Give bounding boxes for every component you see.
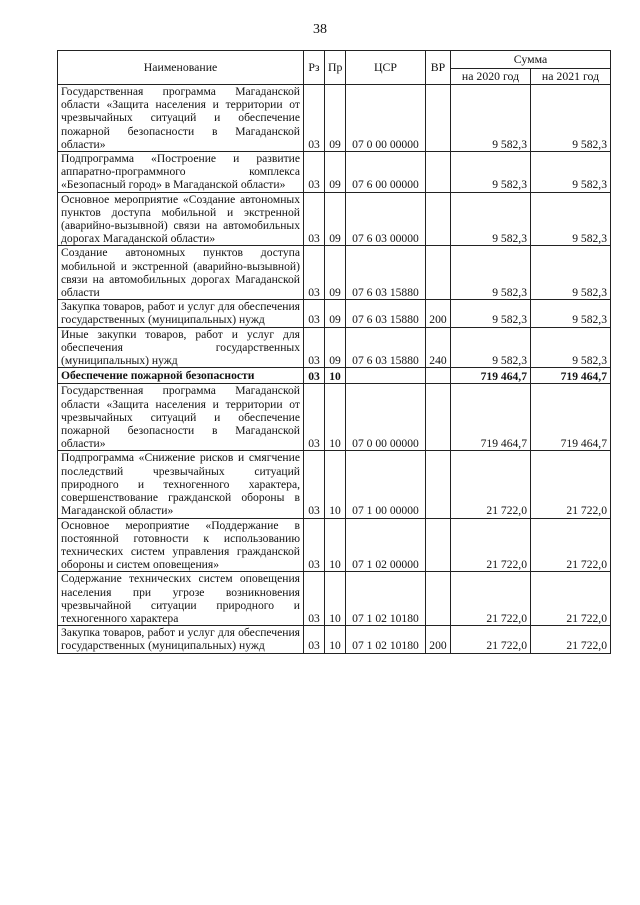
row-csr: 07 0 00 00000 [346,85,426,152]
row-pr: 10 [325,384,346,451]
row-vr [426,384,451,451]
row-sum-2020: 9 582,3 [451,327,531,368]
row-vr [426,85,451,152]
table-row [58,152,611,193]
row-name: Подпрограмма «Построение и развитие аппаратно-программного комплекса «Безопасный город» в Магаданской области» [58,152,304,193]
row-sum-2020: 9 582,3 [451,246,531,300]
row-vr [426,518,451,572]
page-number: 38 [313,22,327,37]
row-csr: 07 6 00 00000 [346,152,426,193]
row-sum-2020: 9 582,3 [451,152,531,193]
table-row [58,368,611,384]
row-rz: 03 [304,626,325,653]
row-name: Иные закупки товаров, работ и услуг для обеспечения государственных (муниципальных) нужд [58,327,304,368]
row-csr: 07 6 03 00000 [346,192,426,246]
row-vr: 200 [426,300,451,327]
row-name: Основное мероприятие «Создание автономных пунктов доступа мобильной и экстренной (аварийно-вызывной) связи на автомобильных дорогах Магаданской области» [58,192,304,246]
header-sum: Сумма [451,51,611,69]
row-name: Государственная программа Магаданской области «Защита населения и территории от чрезвычайных ситуаций и обеспечение пожарной безопасности в Магаданской области» [58,85,304,152]
row-vr [426,192,451,246]
row-name: Основное мероприятие «Поддержание в постоянной готовности к использованию технических систем управления гражданской обороны и систем оповещения» [58,518,304,572]
table-row [58,626,611,653]
row-name: Обеспечение пожарной безопасности [58,368,304,384]
row-pr: 10 [325,626,346,653]
row-sum-2021: 9 582,3 [531,152,611,193]
row-rz: 03 [304,518,325,572]
row-sum-2021: 9 582,3 [531,85,611,152]
table-row [58,300,611,327]
table-row [58,384,611,451]
row-csr: 07 6 03 15880 [346,327,426,368]
row-name: Государственная программа Магаданской области «Защита населения и территории от чрезвычайных ситуаций и обеспечение пожарной безопасности в Магаданской области» [58,384,304,451]
row-vr [426,246,451,300]
table-row [58,246,611,300]
row-rz: 03 [304,246,325,300]
header-vr: ВР [426,51,451,85]
row-name: Закупка товаров, работ и услуг для обеспечения государственных (муниципальных) нужд [58,626,304,653]
row-sum-2020: 21 722,0 [451,518,531,572]
row-name: Создание автономных пунктов доступа мобильной и экстренной (аварийно-вызывной) связи на автомобильных дорогах Магаданской области [58,246,304,300]
row-pr: 10 [325,368,346,384]
table-row [58,192,611,246]
row-rz: 03 [304,300,325,327]
row-name: Закупка товаров, работ и услуг для обеспечения государственных (муниципальных) нужд [58,300,304,327]
row-sum-2020: 9 582,3 [451,192,531,246]
row-pr: 09 [325,85,346,152]
budget-table [57,50,611,654]
row-sum-2021: 9 582,3 [531,327,611,368]
table-row [58,327,611,368]
row-csr: 07 1 02 00000 [346,518,426,572]
row-sum-2020: 21 722,0 [451,572,531,626]
row-rz: 03 [304,152,325,193]
row-csr: 07 6 03 15880 [346,246,426,300]
row-sum-2021: 21 722,0 [531,626,611,653]
header-name: Наименование [58,51,304,85]
row-sum-2021: 21 722,0 [531,518,611,572]
header-year-2020: на 2020 год [451,69,531,85]
row-pr: 09 [325,300,346,327]
row-csr: 07 1 02 10180 [346,572,426,626]
row-sum-2021: 719 464,7 [531,384,611,451]
row-sum-2020: 21 722,0 [451,626,531,653]
table-row [58,572,611,626]
row-vr [426,572,451,626]
row-rz: 03 [304,572,325,626]
table-body [58,85,611,654]
header-pr: Пр [325,51,346,85]
row-pr: 10 [325,518,346,572]
row-csr: 07 0 00 00000 [346,384,426,451]
row-sum-2020: 719 464,7 [451,384,531,451]
row-pr: 10 [325,572,346,626]
row-sum-2021: 9 582,3 [531,192,611,246]
row-sum-2021: 719 464,7 [531,368,611,384]
table-row [58,451,611,518]
row-name: Содержание технических систем оповещения населения при угрозе возникновения чрезвычайной ситуации природного и техногенного характера [58,572,304,626]
row-rz: 03 [304,368,325,384]
row-vr [426,368,451,384]
header-year-2021: на 2021 год [531,69,611,85]
row-pr: 09 [325,152,346,193]
row-sum-2021: 9 582,3 [531,246,611,300]
row-vr: 200 [426,626,451,653]
row-rz: 03 [304,384,325,451]
row-sum-2020: 21 722,0 [451,451,531,518]
row-vr: 240 [426,327,451,368]
header-rz: Рз [304,51,325,85]
row-pr: 09 [325,246,346,300]
row-sum-2020: 9 582,3 [451,85,531,152]
row-vr [426,152,451,193]
table-row [58,518,611,572]
row-csr: 07 1 00 00000 [346,451,426,518]
row-pr: 09 [325,192,346,246]
row-vr [426,451,451,518]
row-pr: 10 [325,451,346,518]
row-rz: 03 [304,192,325,246]
row-sum-2021: 21 722,0 [531,451,611,518]
row-rz: 03 [304,451,325,518]
row-rz: 03 [304,85,325,152]
row-sum-2020: 719 464,7 [451,368,531,384]
row-sum-2021: 21 722,0 [531,572,611,626]
table-row [58,85,611,152]
header-csr: ЦСР [346,51,426,85]
row-csr: 07 1 02 10180 [346,626,426,653]
row-pr: 09 [325,327,346,368]
row-rz: 03 [304,327,325,368]
row-csr: 07 6 03 15880 [346,300,426,327]
row-sum-2021: 9 582,3 [531,300,611,327]
row-sum-2020: 9 582,3 [451,300,531,327]
row-name: Подпрограмма «Снижение рисков и смягчение последствий чрезвычайных ситуаций природного и техногенного характера, совершенствование гражданской обороны в Магаданской области» [58,451,304,518]
row-csr [346,368,426,384]
